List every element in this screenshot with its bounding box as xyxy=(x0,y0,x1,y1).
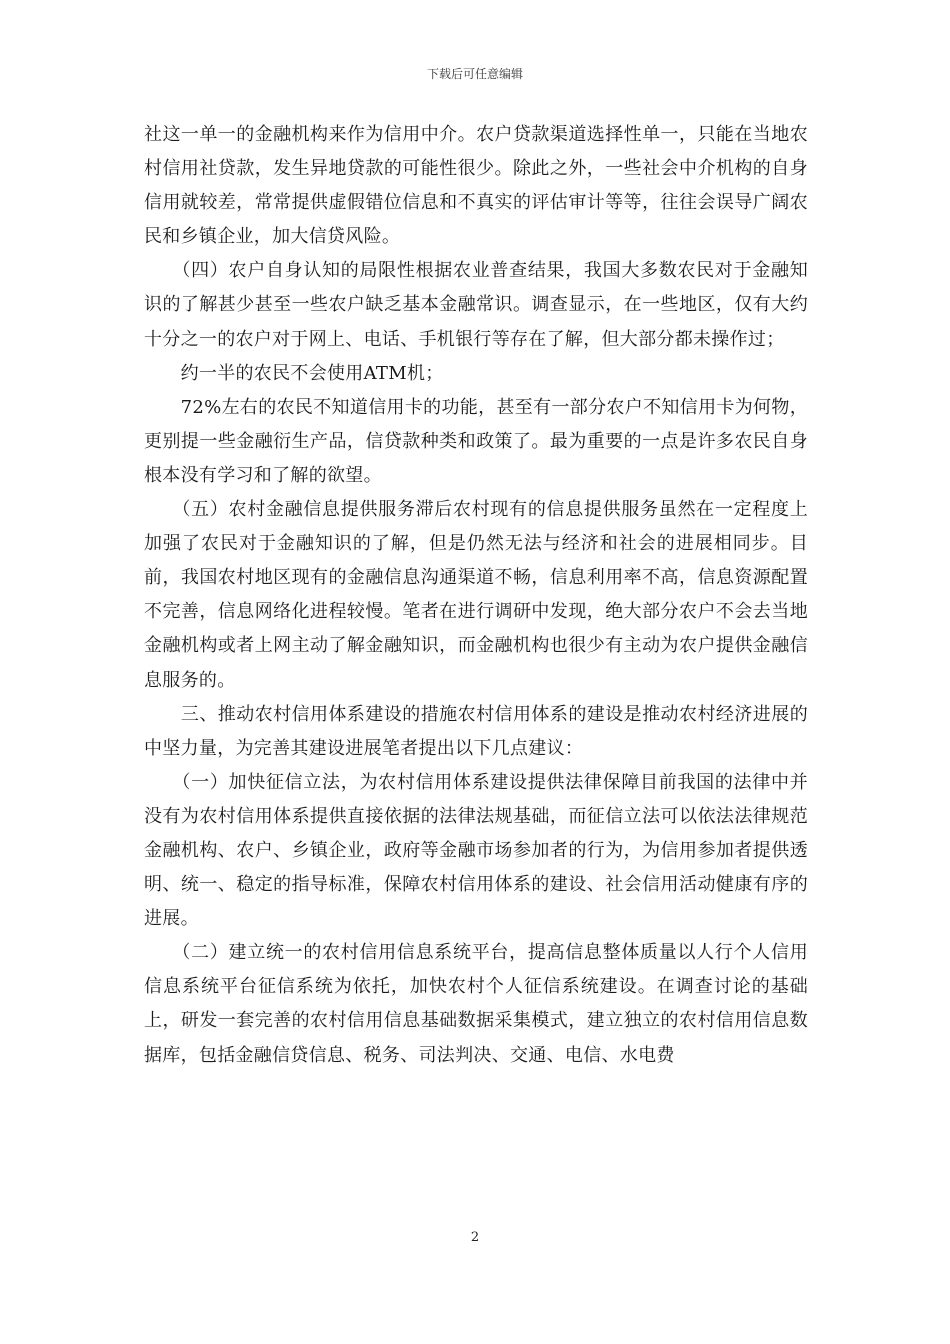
paragraph: 三、推动农村信用体系建设的措施农村信用体系的建设是推动农村经济进展的中坚力量，为完善其建设进展笔者提出以下几点建议： xyxy=(144,703,808,759)
paragraph: 72%左右的农民不知道信用卡的功能，甚至有一部分农户不知信用卡为何物，更别提一些金融衍生产品，信贷款种类和政策了。最为重要的一点是许多农民自身根本没有学习和了解的欲望。 xyxy=(144,396,808,486)
paragraph: （二）建立统一的农村信用信息系统平台，提高信息整体质量以人行个人信用信息系统平台征信系统为依托，加快农村个人征信系统建设。在调查讨论的基础上，研发一套完善的农村信用信息基础数据采集模式，建立独立的农村信用信息数据库，包括金融信贷信息、税务、司法判决、交通、电信、水电费 xyxy=(144,942,808,1066)
document-body xyxy=(144,118,808,1073)
paragraph: （五）农村金融信息提供服务滞后农村现有的信息提供服务虽然在一定程度上加强了农民对于金融知识的了解，但是仍然无法与经济和社会的进展相同步。目前，我国农村地区现有的金融信息沟通渠道不畅，信息利用率不高，信息资源配置不完善，信息网络化进程较慢。笔者在进行调研中发现，绝大部分农户不会去当地金融机构或者上网主动了解金融知识，而金融机构也很少有主动为农户提供金融信息服务的。 xyxy=(144,499,808,691)
page-header: 下载后可任意编辑 xyxy=(426,67,523,81)
paragraph: 社这一单一的金融机构来作为信用中介。农户贷款渠道选择性单一，只能在当地农村信用社贷款，发生异地贷款的可能性很少。除此之外，一些社会中介机构的自身信用就较差，常常提供虚假错位信息和不真实的评估审计等等，往往会误导广阔农民和乡镇企业，加大信贷风险。 xyxy=(144,124,808,248)
page-number: 2 xyxy=(470,1230,480,1245)
paragraph: （四）农户自身认知的局限性根据农业普查结果，我国大多数农民对于金融知识的了解甚少甚至一些农户缺乏基本金融常识。调查显示，在一些地区，仅有大约十分之一的农户对于网上、电话、手机银行等存在了解，但大部分都未操作过； xyxy=(144,260,808,350)
paragraph: 约一半的农民不会使用ATM机； xyxy=(144,362,444,384)
paragraph: （一）加快征信立法，为农村信用体系建设提供法律保障目前我国的法律中并没有为农村信用体系提供直接依据的法律法规基础，而征信立法可以依法法律规范金融机构、农户、乡镇企业，政府等金融市场参加者的行为，为信用参加者提供透明、统一、稳定的指导标准，保障农村信用体系的建设、社会信用活动健康有序的进展。 xyxy=(144,771,808,930)
